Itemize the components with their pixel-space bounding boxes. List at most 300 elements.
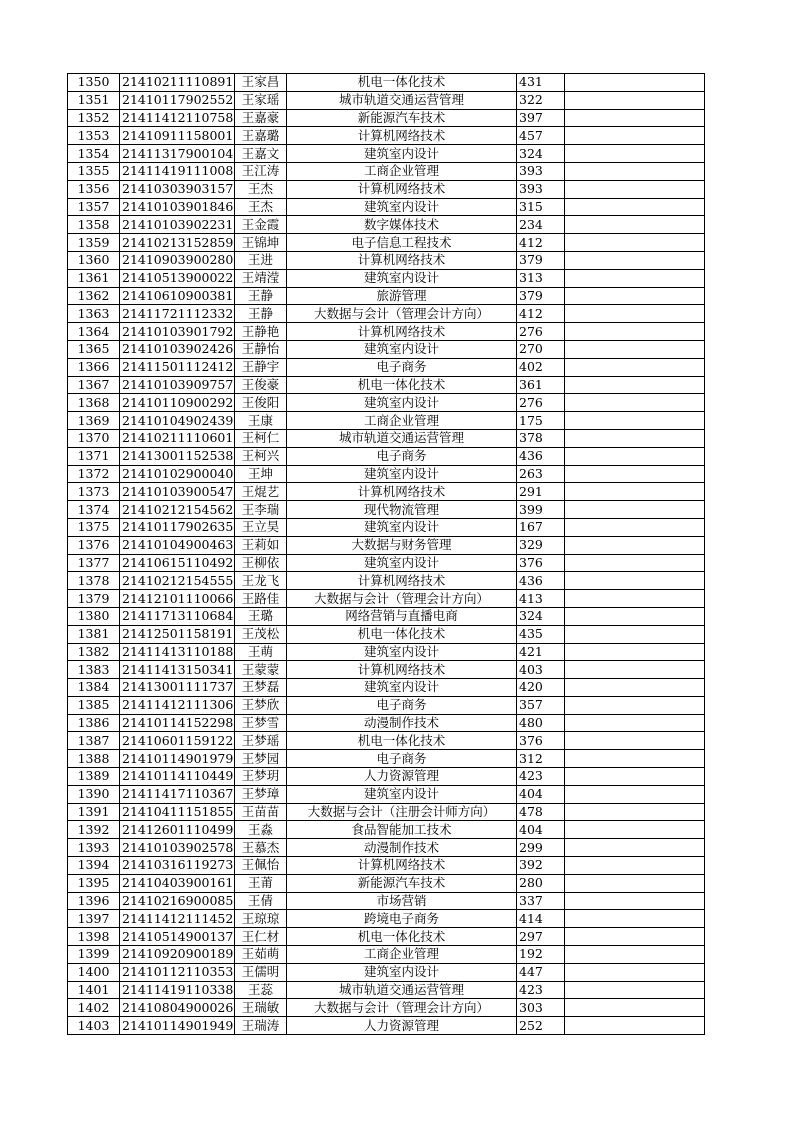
score-value: 423 <box>517 981 565 999</box>
major-name: 跨境电子商务 <box>287 910 517 928</box>
score-value: 379 <box>517 287 565 305</box>
student-id: 21410103909757 <box>120 376 235 394</box>
student-name: 王静 <box>235 287 287 305</box>
row-number: 1357 <box>68 198 120 216</box>
score-value: 312 <box>517 750 565 768</box>
score-value: 447 <box>517 963 565 981</box>
row-number: 1382 <box>68 643 120 661</box>
table-row <box>68 821 705 839</box>
remark-cell <box>565 679 705 697</box>
student-name: 王瑞敏 <box>235 999 287 1017</box>
remark-cell <box>565 892 705 910</box>
major-name: 计算机网络技术 <box>287 323 517 341</box>
score-value: 357 <box>517 696 565 714</box>
remark-cell <box>565 109 705 127</box>
row-number: 1380 <box>68 607 120 625</box>
student-id: 21410102900040 <box>120 465 235 483</box>
score-value: 263 <box>517 465 565 483</box>
remark-cell <box>565 750 705 768</box>
table-body <box>68 74 705 1035</box>
score-value: 397 <box>517 109 565 127</box>
student-id: 21410103901846 <box>120 198 235 216</box>
score-value: 402 <box>517 358 565 376</box>
student-name: 王茹萌 <box>235 946 287 964</box>
major-name: 建筑室内设计 <box>287 518 517 536</box>
score-value: 167 <box>517 518 565 536</box>
table-row <box>68 145 705 163</box>
major-name: 建筑室内设计 <box>287 394 517 412</box>
major-name: 机电一体化技术 <box>287 376 517 394</box>
row-number: 1365 <box>68 340 120 358</box>
row-number: 1399 <box>68 946 120 964</box>
table-row <box>68 91 705 109</box>
row-number: 1355 <box>68 162 120 180</box>
student-name: 王慕杰 <box>235 839 287 857</box>
student-id: 21412101110066 <box>120 590 235 608</box>
remark-cell <box>565 821 705 839</box>
score-value: 457 <box>517 127 565 145</box>
student-name: 王立昊 <box>235 518 287 536</box>
table-row <box>68 323 705 341</box>
remark-cell <box>565 910 705 928</box>
remark-cell <box>565 465 705 483</box>
row-number: 1372 <box>68 465 120 483</box>
remark-cell <box>565 74 705 92</box>
student-name: 王柯仁 <box>235 429 287 447</box>
row-number: 1375 <box>68 518 120 536</box>
student-name: 王进 <box>235 251 287 269</box>
score-value: 291 <box>517 483 565 501</box>
table-row <box>68 572 705 590</box>
table-row <box>68 643 705 661</box>
student-name: 王龙飞 <box>235 572 287 590</box>
score-value: 392 <box>517 857 565 875</box>
table-row <box>68 750 705 768</box>
remark-cell <box>565 127 705 145</box>
table-row <box>68 109 705 127</box>
row-number: 1367 <box>68 376 120 394</box>
student-id: 21410601159122 <box>120 732 235 750</box>
score-value: 413 <box>517 590 565 608</box>
remark-cell <box>565 501 705 519</box>
row-number: 1401 <box>68 981 120 999</box>
remark-cell <box>565 376 705 394</box>
major-name: 大数据与会计（管理会计方向） <box>287 590 517 608</box>
remark-cell <box>565 590 705 608</box>
major-name: 计算机网络技术 <box>287 483 517 501</box>
student-id: 21410615110492 <box>120 554 235 572</box>
row-number: 1374 <box>68 501 120 519</box>
row-number: 1388 <box>68 750 120 768</box>
student-id: 21410213152859 <box>120 234 235 252</box>
row-number: 1400 <box>68 963 120 981</box>
score-value: 435 <box>517 625 565 643</box>
student-name: 王倩 <box>235 892 287 910</box>
table-row <box>68 287 705 305</box>
major-name: 计算机网络技术 <box>287 857 517 875</box>
major-name: 电子商务 <box>287 358 517 376</box>
score-value: 480 <box>517 714 565 732</box>
student-name: 王梦园 <box>235 750 287 768</box>
major-name: 建筑室内设计 <box>287 554 517 572</box>
student-name: 王梦玥 <box>235 768 287 786</box>
table-row <box>68 1017 705 1035</box>
student-id: 21412601110499 <box>120 821 235 839</box>
major-name: 建筑室内设计 <box>287 269 517 287</box>
score-value: 234 <box>517 216 565 234</box>
row-number: 1383 <box>68 661 120 679</box>
remark-cell <box>565 554 705 572</box>
table-row <box>68 839 705 857</box>
student-id: 21410411151855 <box>120 803 235 821</box>
student-name: 王莆 <box>235 874 287 892</box>
student-id: 21410112110353 <box>120 963 235 981</box>
table-row <box>68 910 705 928</box>
remark-cell <box>565 946 705 964</box>
table-row <box>68 198 705 216</box>
student-id: 21410117902635 <box>120 518 235 536</box>
row-number: 1353 <box>68 127 120 145</box>
student-id: 21410211110891 <box>120 74 235 92</box>
student-id: 21410104902439 <box>120 412 235 430</box>
student-id: 21410104900463 <box>120 536 235 554</box>
major-name: 机电一体化技术 <box>287 928 517 946</box>
row-number: 1403 <box>68 1017 120 1035</box>
major-name: 计算机网络技术 <box>287 572 517 590</box>
table-row <box>68 536 705 554</box>
row-number: 1387 <box>68 732 120 750</box>
row-number: 1366 <box>68 358 120 376</box>
student-name: 王佩怡 <box>235 857 287 875</box>
row-number: 1385 <box>68 696 120 714</box>
student-id: 21410117902552 <box>120 91 235 109</box>
student-id: 21410114901979 <box>120 750 235 768</box>
table-row <box>68 305 705 323</box>
student-name: 王梦磊 <box>235 679 287 697</box>
score-value: 420 <box>517 679 565 697</box>
row-number: 1364 <box>68 323 120 341</box>
score-value: 403 <box>517 661 565 679</box>
major-name: 电子商务 <box>287 750 517 768</box>
table-row <box>68 127 705 145</box>
table-row <box>68 394 705 412</box>
student-name: 王静艳 <box>235 323 287 341</box>
score-value: 276 <box>517 394 565 412</box>
row-number: 1369 <box>68 412 120 430</box>
remark-cell <box>565 412 705 430</box>
remark-cell <box>565 287 705 305</box>
remark-cell <box>565 234 705 252</box>
score-value: 324 <box>517 607 565 625</box>
student-id: 21413001152538 <box>120 447 235 465</box>
row-number: 1395 <box>68 874 120 892</box>
student-name: 王琼琼 <box>235 910 287 928</box>
student-id: 21410211110601 <box>120 429 235 447</box>
student-name: 王江涛 <box>235 162 287 180</box>
major-name: 新能源汽车技术 <box>287 874 517 892</box>
major-name: 建筑室内设计 <box>287 145 517 163</box>
student-id: 21410103902231 <box>120 216 235 234</box>
major-name: 大数据与会计（注册会计师方向） <box>287 803 517 821</box>
row-number: 1391 <box>68 803 120 821</box>
remark-cell <box>565 198 705 216</box>
row-number: 1354 <box>68 145 120 163</box>
row-number: 1362 <box>68 287 120 305</box>
student-id: 21410216900085 <box>120 892 235 910</box>
table-row <box>68 679 705 697</box>
score-value: 404 <box>517 785 565 803</box>
major-name: 人力资源管理 <box>287 1017 517 1035</box>
major-name: 建筑室内设计 <box>287 963 517 981</box>
score-value: 303 <box>517 999 565 1017</box>
table-row <box>68 928 705 946</box>
remark-cell <box>565 999 705 1017</box>
table-row <box>68 251 705 269</box>
table-row <box>68 803 705 821</box>
score-value: 313 <box>517 269 565 287</box>
remark-cell <box>565 696 705 714</box>
student-id: 21411413150341 <box>120 661 235 679</box>
score-value: 280 <box>517 874 565 892</box>
remark-cell <box>565 536 705 554</box>
student-id: 21411412110758 <box>120 109 235 127</box>
score-value: 379 <box>517 251 565 269</box>
major-name: 工商企业管理 <box>287 946 517 964</box>
remark-cell <box>565 145 705 163</box>
student-name: 王梦欣 <box>235 696 287 714</box>
remark-cell <box>565 305 705 323</box>
remark-cell <box>565 625 705 643</box>
remark-cell <box>565 483 705 501</box>
row-number: 1371 <box>68 447 120 465</box>
row-number: 1393 <box>68 839 120 857</box>
score-value: 252 <box>517 1017 565 1035</box>
major-name: 网络营销与直播电商 <box>287 607 517 625</box>
major-name: 市场营销 <box>287 892 517 910</box>
major-name: 工商企业管理 <box>287 162 517 180</box>
score-value: 393 <box>517 162 565 180</box>
score-value: 412 <box>517 234 565 252</box>
student-name: 王嘉文 <box>235 145 287 163</box>
student-id: 21410103900547 <box>120 483 235 501</box>
remark-cell <box>565 340 705 358</box>
remark-cell <box>565 857 705 875</box>
student-id: 21410316119273 <box>120 857 235 875</box>
row-number: 1389 <box>68 768 120 786</box>
table-row <box>68 74 705 92</box>
remark-cell <box>565 607 705 625</box>
major-name: 计算机网络技术 <box>287 127 517 145</box>
row-number: 1358 <box>68 216 120 234</box>
student-name: 王俊豪 <box>235 376 287 394</box>
remark-cell <box>565 661 705 679</box>
major-name: 计算机网络技术 <box>287 180 517 198</box>
remark-cell <box>565 1017 705 1035</box>
row-number: 1402 <box>68 999 120 1017</box>
row-number: 1384 <box>68 679 120 697</box>
remark-cell <box>565 928 705 946</box>
table-row <box>68 607 705 625</box>
table-row <box>68 162 705 180</box>
student-name: 王柳依 <box>235 554 287 572</box>
table-row <box>68 963 705 981</box>
row-number: 1351 <box>68 91 120 109</box>
score-value: 329 <box>517 536 565 554</box>
table-row <box>68 234 705 252</box>
row-number: 1392 <box>68 821 120 839</box>
score-value: 192 <box>517 946 565 964</box>
student-name: 王康 <box>235 412 287 430</box>
score-value: 175 <box>517 412 565 430</box>
student-id: 21411501112412 <box>120 358 235 376</box>
score-value: 276 <box>517 323 565 341</box>
student-name: 王蒙蒙 <box>235 661 287 679</box>
row-number: 1378 <box>68 572 120 590</box>
row-number: 1394 <box>68 857 120 875</box>
major-name: 工商企业管理 <box>287 412 517 430</box>
row-number: 1359 <box>68 234 120 252</box>
student-id: 21411713110684 <box>120 607 235 625</box>
student-name: 王静 <box>235 305 287 323</box>
score-value: 414 <box>517 910 565 928</box>
table-row <box>68 483 705 501</box>
student-id: 21410514900137 <box>120 928 235 946</box>
table-row <box>68 358 705 376</box>
table-row <box>68 412 705 430</box>
student-id: 21413001111737 <box>120 679 235 697</box>
score-value: 393 <box>517 180 565 198</box>
row-number: 1397 <box>68 910 120 928</box>
table-row <box>68 714 705 732</box>
table-row <box>68 625 705 643</box>
major-name: 电子信息工程技术 <box>287 234 517 252</box>
student-id: 21411721112332 <box>120 305 235 323</box>
student-name: 王仁材 <box>235 928 287 946</box>
table-row <box>68 785 705 803</box>
remark-cell <box>565 874 705 892</box>
major-name: 数字媒体技术 <box>287 216 517 234</box>
student-id: 21411317900104 <box>120 145 235 163</box>
student-id: 21410103902426 <box>120 340 235 358</box>
major-name: 动漫制作技术 <box>287 714 517 732</box>
major-name: 现代物流管理 <box>287 501 517 519</box>
remark-cell <box>565 358 705 376</box>
remark-cell <box>565 394 705 412</box>
score-value: 361 <box>517 376 565 394</box>
student-name: 王萌 <box>235 643 287 661</box>
student-id: 21410114110449 <box>120 768 235 786</box>
table-row <box>68 946 705 964</box>
student-id: 21410303903157 <box>120 180 235 198</box>
major-name: 食品智能加工技术 <box>287 821 517 839</box>
table-row <box>68 892 705 910</box>
student-name: 王坤 <box>235 465 287 483</box>
major-name: 电子商务 <box>287 447 517 465</box>
major-name: 建筑室内设计 <box>287 679 517 697</box>
student-name: 王静宇 <box>235 358 287 376</box>
student-id: 21410103901792 <box>120 323 235 341</box>
score-value: 421 <box>517 643 565 661</box>
major-name: 城市轨道交通运营管理 <box>287 981 517 999</box>
student-id: 21410403900161 <box>120 874 235 892</box>
table-row <box>68 340 705 358</box>
score-value: 412 <box>517 305 565 323</box>
table-row <box>68 429 705 447</box>
remark-cell <box>565 429 705 447</box>
student-name: 王嘉豪 <box>235 109 287 127</box>
student-name: 王家瑶 <box>235 91 287 109</box>
student-name: 王嘉璐 <box>235 127 287 145</box>
student-id: 21411417110367 <box>120 785 235 803</box>
remark-cell <box>565 447 705 465</box>
student-name: 王静怡 <box>235 340 287 358</box>
row-number: 1350 <box>68 74 120 92</box>
student-name: 王璐 <box>235 607 287 625</box>
score-value: 436 <box>517 572 565 590</box>
row-number: 1377 <box>68 554 120 572</box>
student-name: 王锦坤 <box>235 234 287 252</box>
table-row <box>68 857 705 875</box>
major-name: 大数据与财务管理 <box>287 536 517 554</box>
score-value: 376 <box>517 554 565 572</box>
student-id: 21410610900381 <box>120 287 235 305</box>
major-name: 新能源汽车技术 <box>287 109 517 127</box>
remark-cell <box>565 251 705 269</box>
table-row <box>68 661 705 679</box>
remark-cell <box>565 216 705 234</box>
student-id: 21410804900026 <box>120 999 235 1017</box>
row-number: 1352 <box>68 109 120 127</box>
student-name: 王金霞 <box>235 216 287 234</box>
score-value: 378 <box>517 429 565 447</box>
student-name: 王柯兴 <box>235 447 287 465</box>
row-number: 1390 <box>68 785 120 803</box>
score-value: 297 <box>517 928 565 946</box>
remark-cell <box>565 785 705 803</box>
score-value: 322 <box>517 91 565 109</box>
table-row <box>68 180 705 198</box>
score-value: 423 <box>517 768 565 786</box>
student-id: 21410903900280 <box>120 251 235 269</box>
table-row <box>68 732 705 750</box>
row-number: 1363 <box>68 305 120 323</box>
student-name: 王焜艺 <box>235 483 287 501</box>
major-name: 建筑室内设计 <box>287 340 517 358</box>
student-id: 21410513900022 <box>120 269 235 287</box>
remark-cell <box>565 162 705 180</box>
major-name: 大数据与会计（管理会计方向） <box>287 999 517 1017</box>
table-row <box>68 376 705 394</box>
student-name: 王梦璋 <box>235 785 287 803</box>
table-row <box>68 999 705 1017</box>
major-name: 旅游管理 <box>287 287 517 305</box>
row-number: 1381 <box>68 625 120 643</box>
major-name: 大数据与会计（管理会计方向） <box>287 305 517 323</box>
row-number: 1368 <box>68 394 120 412</box>
major-name: 计算机网络技术 <box>287 661 517 679</box>
major-name: 机电一体化技术 <box>287 74 517 92</box>
remark-cell <box>565 180 705 198</box>
major-name: 建筑室内设计 <box>287 643 517 661</box>
table-row <box>68 518 705 536</box>
table-row <box>68 465 705 483</box>
remark-cell <box>565 839 705 857</box>
row-number: 1379 <box>68 590 120 608</box>
student-id: 21412501158191 <box>120 625 235 643</box>
score-value: 404 <box>517 821 565 839</box>
student-id: 21411412111306 <box>120 696 235 714</box>
score-value: 436 <box>517 447 565 465</box>
